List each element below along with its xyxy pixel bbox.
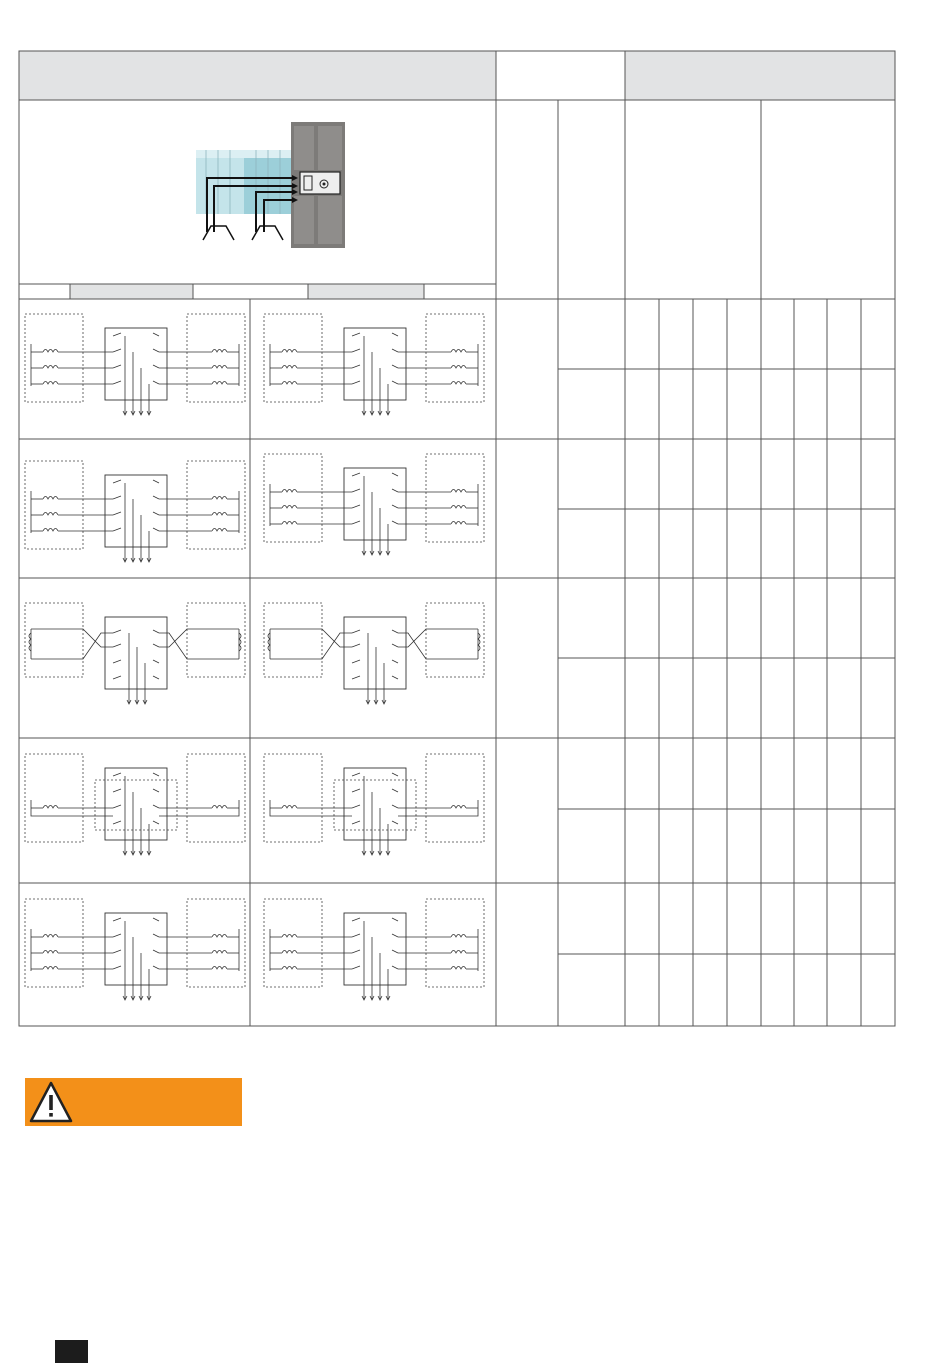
warning-triangle-icon [28,1080,74,1124]
header-cell-main [19,51,496,100]
page-marker [55,1340,88,1363]
sub-label-cell-1 [70,284,193,299]
warning-box [25,1078,242,1126]
transfer-switch-illustration [196,122,345,248]
header-cell-right [625,51,895,100]
grid-lines [19,51,895,1026]
sub-label-cell-2 [308,284,424,299]
